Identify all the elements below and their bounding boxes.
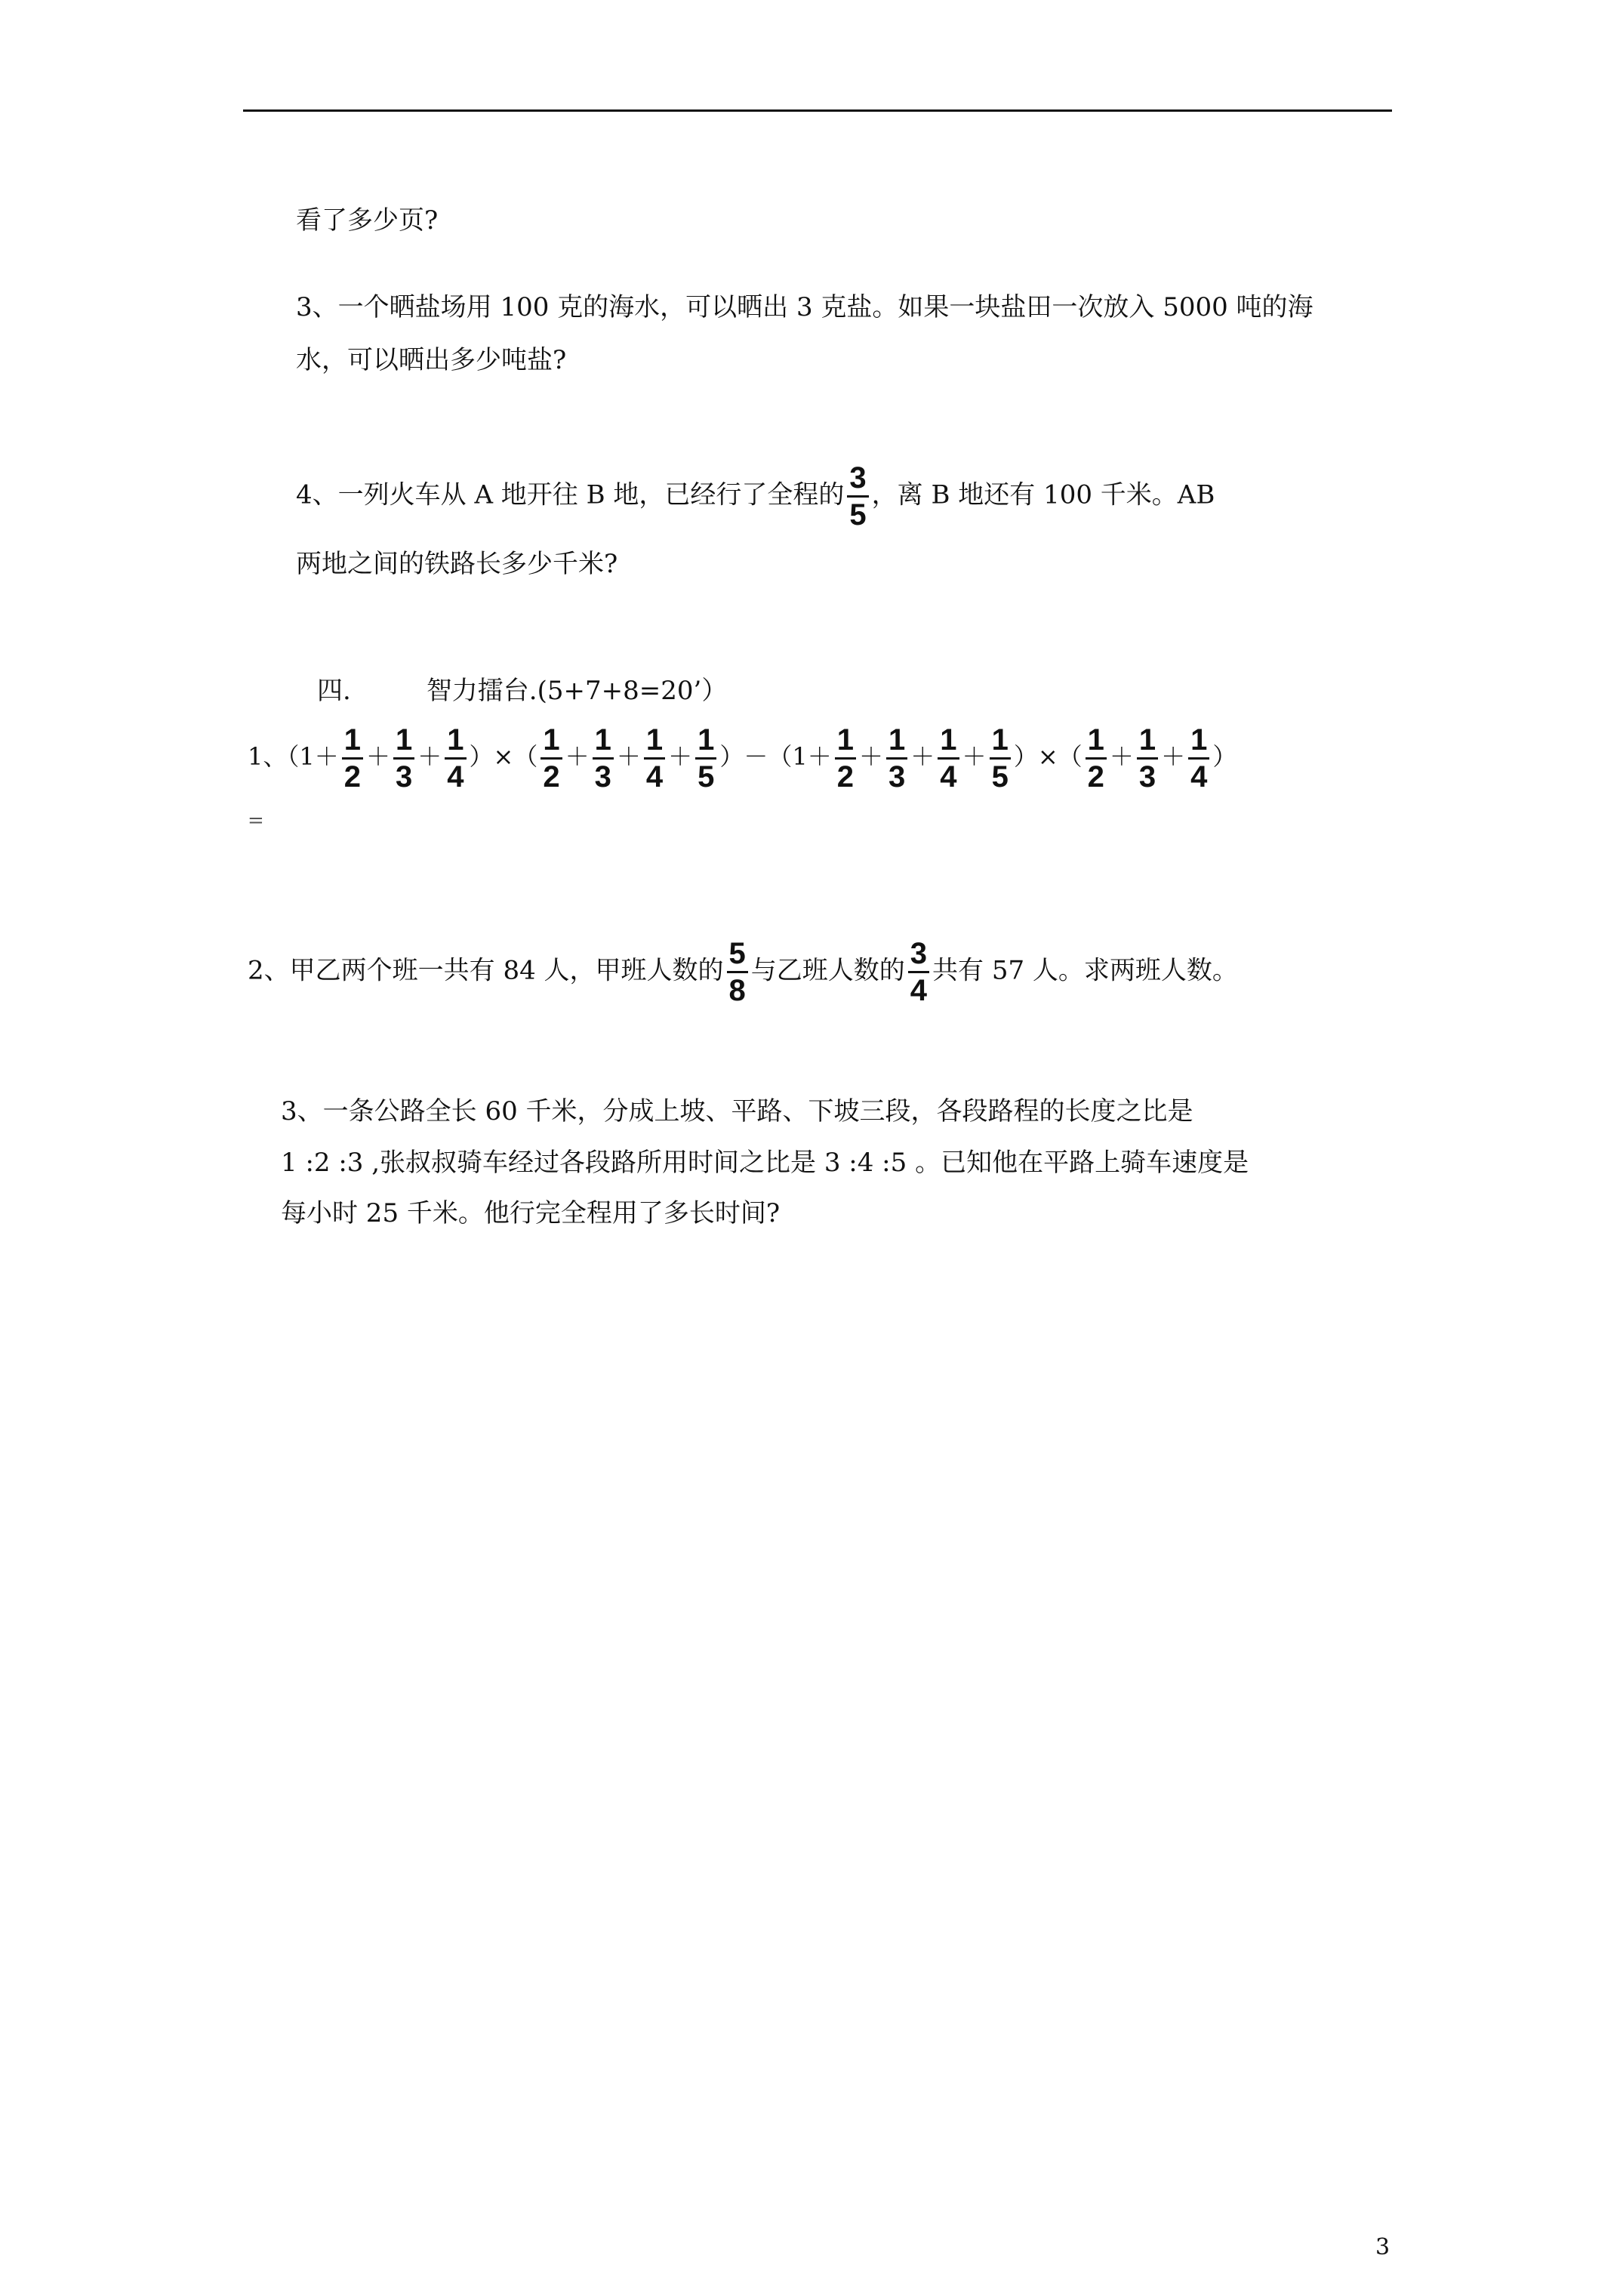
fraction bbox=[593, 723, 614, 794]
fraction-denominator: 2 bbox=[836, 760, 855, 794]
plus-sign: ＋ bbox=[668, 742, 693, 771]
fraction-numerator: 1 bbox=[594, 723, 611, 757]
fraction-denominator: 4 bbox=[447, 760, 464, 794]
section-heading bbox=[317, 674, 727, 707]
fraction-numerator: 1 bbox=[991, 723, 1009, 757]
fraction-denominator: 3 bbox=[396, 760, 413, 794]
fraction-five-eighths bbox=[727, 936, 748, 1008]
fraction-numerator: 1 bbox=[1190, 723, 1208, 757]
fraction-numerator: 1 bbox=[543, 723, 560, 757]
fraction bbox=[938, 723, 959, 794]
plus-sign: ＋ bbox=[962, 742, 987, 771]
fraction-denominator: 2 bbox=[343, 760, 361, 794]
question-4-line-2: 两地之间的铁路长多少千米? bbox=[296, 549, 618, 579]
fraction-denominator: 4 bbox=[645, 760, 664, 794]
question-4-text-before: 4、一列火车从 A 地开往 B 地，已经行了全程的 bbox=[296, 479, 845, 510]
plus-sign: ＋ bbox=[565, 742, 590, 771]
minus-sign: ）－（1＋ bbox=[719, 742, 832, 771]
times-sign: ）×（ bbox=[469, 742, 538, 771]
puzzle-2-text-before: 2、甲乙两个班一共有 84 人，甲班人数的 bbox=[248, 955, 724, 986]
section-number: 四. bbox=[317, 676, 351, 706]
fraction-numerator: 1 bbox=[1138, 723, 1156, 757]
fraction bbox=[393, 723, 414, 794]
fraction bbox=[342, 723, 363, 794]
fraction-denominator: 4 bbox=[910, 974, 928, 1007]
fraction-denominator: 3 bbox=[888, 760, 906, 794]
fraction-numerator: 1 bbox=[396, 723, 413, 757]
fraction bbox=[1188, 723, 1209, 794]
fraction-numerator: 1 bbox=[698, 723, 715, 757]
fraction-denominator: 5 bbox=[849, 498, 867, 532]
fraction-numerator: 1 bbox=[888, 723, 906, 757]
fraction-denominator: 3 bbox=[594, 760, 611, 794]
page-number: 3 bbox=[1375, 2234, 1390, 2261]
fraction bbox=[540, 723, 562, 794]
question-3-line-1: 3、一个晒盐场用 100 克的海水，可以晒出 3 克盐。如果一块盐田一次放入 5000 吨的海 bbox=[296, 292, 1313, 322]
question-3-line-2: 水，可以晒出多少吨盐? bbox=[296, 345, 567, 375]
continuation-text: 看了多少页? bbox=[296, 205, 439, 236]
fraction bbox=[1086, 723, 1107, 794]
fraction-numerator: 1 bbox=[447, 723, 464, 757]
fraction-numerator: 1 bbox=[1087, 723, 1104, 757]
fraction bbox=[886, 723, 907, 794]
puzzle-2-text-after: 共有 57 人。求两班人数。 bbox=[932, 955, 1238, 986]
times-sign: ）×（ bbox=[1013, 742, 1083, 771]
puzzle-3-line-1: 3、一条公路全长 60 千米，分成上坡、平路、下坡三段，各段路程的长度之比是 bbox=[281, 1096, 1193, 1126]
fraction-denominator: 5 bbox=[991, 760, 1009, 794]
fraction-numerator: 3 bbox=[910, 937, 928, 970]
puzzle-1-equals: = bbox=[248, 809, 264, 832]
fraction bbox=[990, 723, 1011, 794]
plus-sign: ＋ bbox=[417, 742, 442, 771]
fraction-denominator: 2 bbox=[1087, 760, 1104, 794]
fraction-three-quarters bbox=[908, 936, 929, 1008]
fraction-numerator: 1 bbox=[645, 723, 664, 757]
fraction bbox=[695, 723, 716, 794]
section-title: 智力擂台.(5+7+8=20’） bbox=[426, 676, 728, 706]
expression-open: 1、（1＋ bbox=[248, 742, 339, 771]
plus-sign: ＋ bbox=[365, 742, 390, 771]
fraction-numerator: 1 bbox=[343, 723, 361, 757]
fraction-denominator: 5 bbox=[698, 760, 715, 794]
plus-sign: ＋ bbox=[616, 742, 641, 771]
puzzle-2-line bbox=[248, 936, 1238, 1008]
question-4-line-1 bbox=[296, 461, 1215, 532]
fraction-three-fifths bbox=[847, 461, 868, 532]
header-rule bbox=[243, 109, 1392, 112]
plus-sign: ＋ bbox=[1161, 742, 1186, 771]
fraction-denominator: 4 bbox=[1190, 760, 1208, 794]
fraction-numerator: 3 bbox=[849, 461, 867, 495]
fraction bbox=[644, 723, 665, 794]
puzzle-3-line-3: 每小时 25 千米。他行完全程用了多长时间? bbox=[281, 1198, 781, 1228]
fraction-denominator: 3 bbox=[1138, 760, 1156, 794]
fraction-numerator: 1 bbox=[836, 723, 855, 757]
fraction bbox=[835, 723, 856, 794]
puzzle-3-line-2: 1 :2 :3 ,张叔叔骑车经过各段路所用时间之比是 3 :4 :5 。已知他在平路上骑车速度是 bbox=[281, 1148, 1249, 1178]
plus-sign: ＋ bbox=[859, 742, 884, 771]
puzzle-2-text-middle: 与乙班人数的 bbox=[750, 955, 905, 986]
fraction bbox=[445, 723, 466, 794]
fraction bbox=[1137, 723, 1158, 794]
question-4-text-after: ，离 B 地还有 100 千米。AB bbox=[871, 479, 1215, 510]
fraction-numerator: 5 bbox=[728, 937, 746, 970]
plus-sign: ＋ bbox=[1109, 742, 1134, 771]
puzzle-1-expression bbox=[248, 723, 1236, 794]
fraction-numerator: 1 bbox=[940, 723, 957, 757]
fraction-denominator: 8 bbox=[728, 974, 746, 1007]
fraction-denominator: 2 bbox=[543, 760, 560, 794]
plus-sign: ＋ bbox=[910, 742, 935, 771]
fraction-denominator: 4 bbox=[940, 760, 957, 794]
expression-close: ） bbox=[1212, 742, 1237, 771]
